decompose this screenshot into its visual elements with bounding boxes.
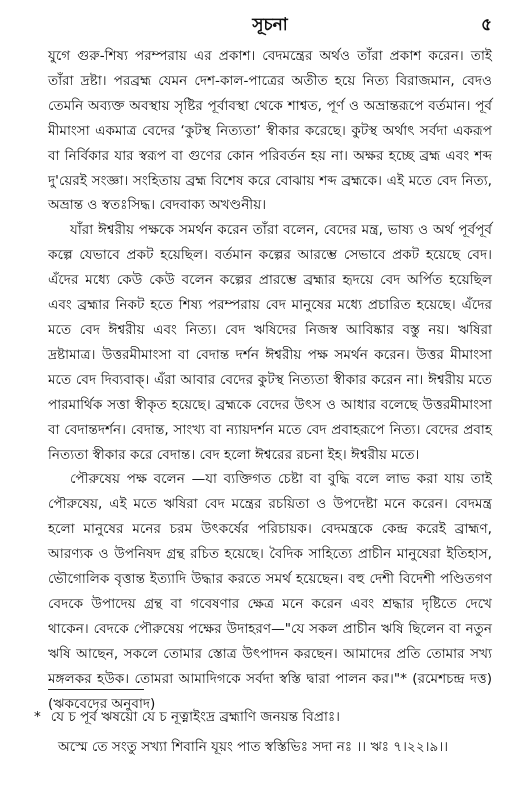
footnote-line-1 — [34, 702, 494, 732]
paragraph-1: যুগে গুরু-শিষ্য পরম্পরায় এর প্রকাশ। বেদমন্ত্রের অর্থও তাঁরা প্রকাশ করেন। তাই তাঁরা দ্রষ্টা। পরব্রহ্ম যেমন দেশ-কাল-পাত্রের অতীত হয়ে নিত্য বিরাজমান, বেদও তেমনি অব্যক্ত অবস্থায় সৃষ্টির পূর্বাবস্থা থেকে শাশ্বত, পূর্ণ ও অভ্রান্তরূপে বর্তমান। পূর্ব মীমাংসা একমাত্র বেদের ‘কুটস্থ নিত্যতা’ স্বীকার করেছে। কুটস্থ অর্থাৎ সর্বদা একরূপ বা নির্বিকার যার স্বরূপ বা গুণের কোন পরিবর্তন হয় না। অক্ষর হচ্ছে ব্রহ্ম এবং শব্দ দু'য়েরই সংজ্ঞা। সংহিতায় ব্রহ্ম বিশেষ করে বোঝায় শব্দ ব্রহ্মকে। এই মতে বেদ নিত্য, অভ্রান্ত ও স্বতঃসিদ্ধ। বেদবাক্য অখণ্ডনীয়। — [48, 48, 492, 214]
page-body — [48, 44, 492, 716]
footnote-marker: * — [34, 709, 41, 725]
footnote-verse-1: যে চ পূর্ব ঋষয়ো যে চ নূত্নাইংদ্র ব্রহ্মাণি জনয়ন্ত বিপ্রাঃ। — [50, 709, 341, 725]
footnote — [34, 702, 494, 762]
paragraph-3: পৌরুষেয় পক্ষ বলেন —যা ব্যক্তিগত চেষ্টা বা বুদ্ধি বলে লাভ করা যায় তাই পৌরুষেয়, এই মতে ঋষিরা বেদ মন্ত্রের রচয়িতা ও উপদেষ্টা মনে করেন। বেদমন্ত্র হলো মানুষের মনের চরম উৎকর্ষের পরিচায়ক। বেদমন্ত্রকে কেন্দ্র করেই ব্রাহ্মণ, আরণ্যক ও উপনিষদ গ্রন্থ রচিত হয়েছে। বৈদিক সাহিত্যে প্রাচীন মানুষেরা ইতিহাস, ভৌগোলিক বৃত্তান্ত ইত্যাদি উদ্ধার করতে সমর্থ হয়েছেন। বহু দেশী বিদেশী পণ্ডিতগণ বেদকে উপাদেয় গ্রন্থ বা গবেষণার ক্ষেত্র মনে করেন এবং শ্রদ্ধার দৃষ্টিতে দেখে থাকেন। বেদকে পৌরুষেয় পক্ষের উদাহরণ—"যে সকল প্রাচীন ঋষি ছিলেন বা নতুন ঋষি আছেন, সকলে তোমার স্তোত্র উৎপাদন করছেন। আমাদের প্রতি তোমার সখ্য মঙ্গলকর হউক। তোমরা আমাদিগকে সর্বদা স্বস্তি দ্বারা পালন কর।"* (রমেশচন্দ্র দত্ত) (ঋকবেদের অনুবাদ) — [48, 471, 492, 712]
footnote-divider — [48, 689, 144, 690]
paragraph-2: যাঁরা ঈশ্বরীয় পক্ষকে সমর্থন করেন তাঁরা বলেন, বেদের মন্ত্র, ভাষ্য ও অর্থ পূর্বপূর্ব কল্পে যেভাবে প্রকট হয়েছিল। বর্তমান কল্পের আরম্ভে সেভাবে প্রকট হয়েছে বেদ। এঁদের মধ্যে কেউ কেউ বলেন কল্পের প্রারম্ভে ব্রহ্মার হৃদয়ে বেদ অর্পিত হয়েছিল এবং ব্রহ্মার নিকট হতে শিষ্য পরম্পরায় বেদ মানুষের মধ্যে প্রচারিত হয়েছে। এঁদের মতে বেদ ঈশ্বরীয় এবং নিত্য। বেদ ঋষিদের নিজস্ব আবিষ্কার বস্তু নয়। ঋষিরা দ্রষ্টামাত্র। উত্তরমীমাংসা বা বেদান্ত দর্শন ঈশ্বরীয় পক্ষ সমর্থন করেন। উত্তর মীমাংসা মতে বেদ দিব্যবাক্। এঁরা আবার বেদের কুটস্থ নিত্যতা স্বীকার করেন না। ঈশ্বরীয় মতে পারমার্থিক সত্তা স্বীকৃত হয়েছে। ব্রহ্মকে বেদের উৎস ও আধার বলেছে উত্তরমীমাংসা বা বেদান্তদর্শন। বেদান্ত, সাংখ্য বা ন্যায়দর্শন মতে বেদ প্রবাহরূপে নিত্য। বেদের প্রবাহ নিত্যতা স্বীকার করে বেদান্ত। বেদ হলো ঈশ্বরের রচনা ইহ। ঈশ্বরীয় মতে। — [48, 222, 492, 463]
page-number: ৫ — [480, 15, 492, 35]
page-header — [48, 12, 492, 38]
footnote-verse-2: অস্মে তে সংতু সখ্যা শিবানি যূয়ং পাত স্বস্তিভিঃ সদা নঃ ।। ঋঃ ৭।২২।৯।। — [58, 739, 449, 755]
page-title: সূচনা — [252, 15, 288, 35]
